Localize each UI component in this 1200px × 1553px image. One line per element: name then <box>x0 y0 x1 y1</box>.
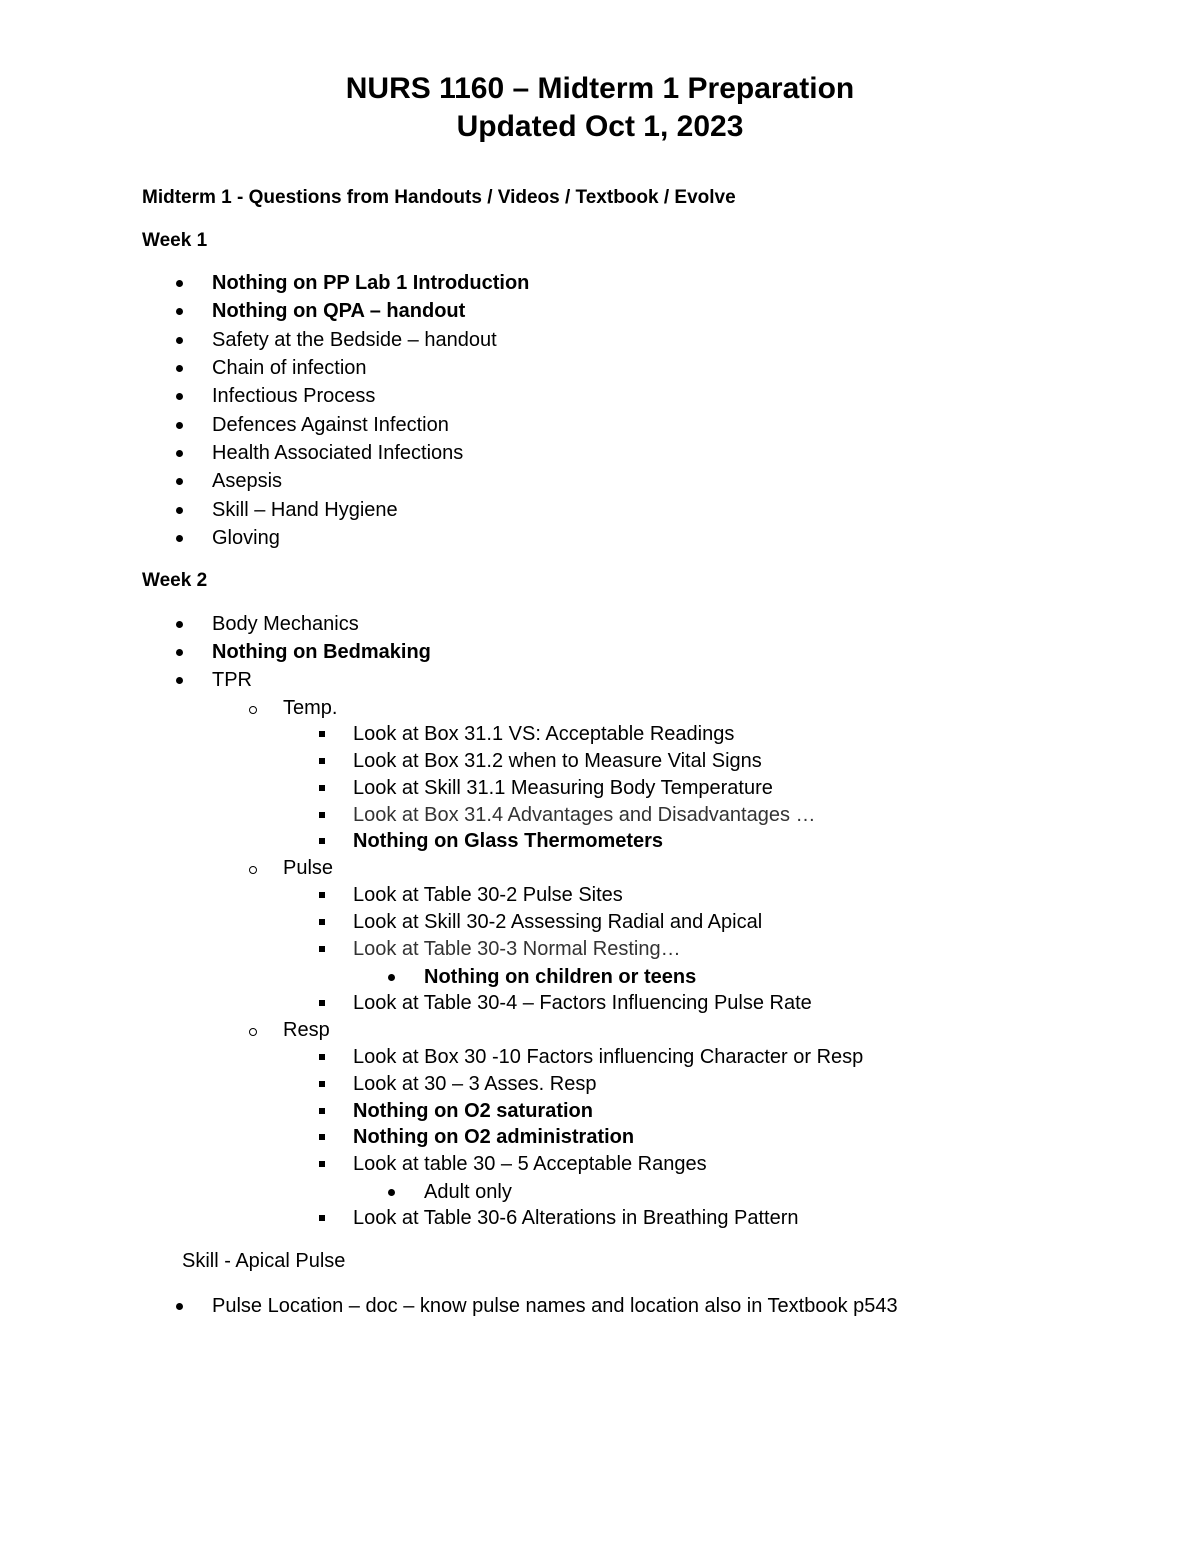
list-item: Infectious Process <box>212 385 376 407</box>
bullet-icon <box>176 450 183 457</box>
bullet-icon <box>176 365 183 372</box>
list-item: Look at Box 31.4 Advantages and Disadvantages … <box>353 804 816 826</box>
skill-heading: Skill - Apical Pulse <box>182 1250 346 1272</box>
bullet-icon <box>176 535 183 542</box>
bullet-icon <box>176 422 183 429</box>
square-bullet-icon <box>319 785 325 791</box>
bullet-icon <box>176 280 183 287</box>
bullet-icon <box>176 337 183 344</box>
list-item: Look at Table 30-2 Pulse Sites <box>353 884 623 906</box>
list-item: Look at table 30 – 5 Acceptable Ranges <box>353 1153 707 1175</box>
bullet-icon <box>388 974 395 981</box>
bullet-icon <box>176 1303 183 1310</box>
list-item: Health Associated Infections <box>212 442 464 464</box>
square-bullet-icon <box>319 1108 325 1114</box>
list-item: Adult only <box>424 1181 512 1203</box>
bullet-icon <box>176 621 183 628</box>
pulse-label: Pulse <box>283 857 334 879</box>
list-item: Look at Box 31.1 VS: Acceptable Readings <box>353 723 735 745</box>
square-bullet-icon <box>319 1081 325 1087</box>
list-item: Nothing on O2 saturation <box>353 1100 593 1122</box>
list-item: Nothing on Bedmaking <box>212 641 431 663</box>
circle-bullet-icon <box>249 706 257 714</box>
bullet-icon <box>388 1189 395 1196</box>
bullet-icon <box>176 649 183 656</box>
square-bullet-icon <box>319 1134 325 1140</box>
list-item: Look at Table 30-6 Alterations in Breathing Pattern <box>353 1207 799 1229</box>
list-item: Nothing on QPA – handout <box>212 300 466 322</box>
list-item: Look at Box 30 -10 Factors influencing Character or Resp <box>353 1046 864 1068</box>
list-item: Asepsis <box>212 470 283 492</box>
list-item: Look at Table 30-4 – Factors Influencing Pulse Rate <box>353 992 812 1014</box>
bullet-icon <box>176 677 183 684</box>
square-bullet-icon <box>319 892 325 898</box>
square-bullet-icon <box>319 812 325 818</box>
document-updated-date: Updated Oct 1, 2023 <box>456 110 744 143</box>
list-item: Gloving <box>212 527 280 549</box>
square-bullet-icon <box>319 1215 325 1221</box>
bullet-icon <box>176 308 183 315</box>
list-item: Safety at the Bedside – handout <box>212 329 497 351</box>
subtitle: Midterm 1 - Questions from Handouts / Videos / Textbook / Evolve <box>142 187 736 208</box>
bullet-icon <box>176 507 183 514</box>
square-bullet-icon <box>319 731 325 737</box>
resp-label: Resp <box>283 1019 330 1041</box>
square-bullet-icon <box>319 946 325 952</box>
list-item: Look at 30 – 3 Asses. Resp <box>353 1073 597 1095</box>
list-item: Nothing on PP Lab 1 Introduction <box>212 272 530 294</box>
temp-label: Temp. <box>283 697 338 719</box>
square-bullet-icon <box>319 758 325 764</box>
square-bullet-icon <box>319 1161 325 1167</box>
list-item: Nothing on children or teens <box>424 966 697 988</box>
list-item: Defences Against Infection <box>212 414 449 436</box>
list-item: TPR <box>212 669 252 691</box>
week2-heading: Week 2 <box>142 570 208 591</box>
bullet-icon <box>176 478 183 485</box>
list-item: Chain of infection <box>212 357 367 379</box>
bullet-icon <box>176 393 183 400</box>
list-item: Nothing on O2 administration <box>353 1126 635 1148</box>
circle-bullet-icon <box>249 866 257 874</box>
square-bullet-icon <box>319 1054 325 1060</box>
list-item: Nothing on Glass Thermometers <box>353 830 664 852</box>
list-item: Look at Skill 30-2 Assessing Radial and Apical <box>353 911 763 933</box>
circle-bullet-icon <box>249 1028 257 1036</box>
document-title: NURS 1160 – Midterm 1 Preparation <box>345 72 855 105</box>
list-item: Pulse Location – doc – know pulse names and location also in Textbook p543 <box>212 1295 898 1317</box>
list-item: Look at Skill 31.1 Measuring Body Temperature <box>353 777 773 799</box>
list-item: Body Mechanics <box>212 613 359 635</box>
list-item: Look at Table 30-3 Normal Resting… <box>353 938 681 960</box>
square-bullet-icon <box>319 919 325 925</box>
square-bullet-icon <box>319 838 325 844</box>
week1-heading: Week 1 <box>142 230 208 251</box>
list-item: Skill – Hand Hygiene <box>212 499 398 521</box>
square-bullet-icon <box>319 1000 325 1006</box>
list-item: Look at Box 31.2 when to Measure Vital Signs <box>353 750 762 772</box>
